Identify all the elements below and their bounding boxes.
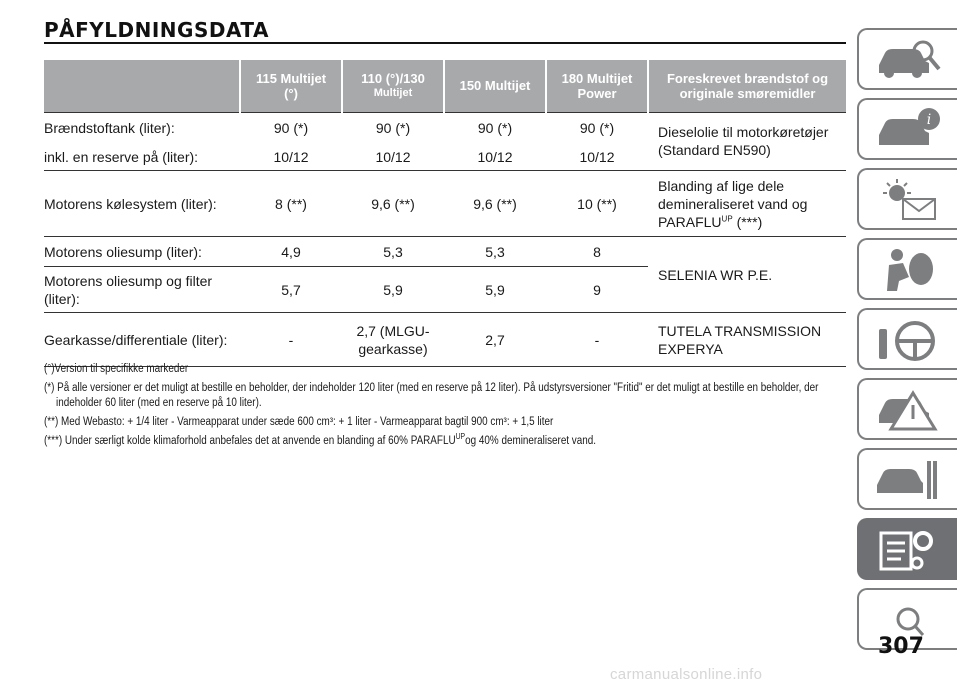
table-cell: - [240,313,342,367]
header-115-multijet: 115 Multijet (°) [240,60,342,112]
car-tools-icon [873,455,943,503]
header-blank [44,60,240,112]
table-row [44,171,846,237]
table-cell: 8 (**) [240,171,342,237]
airbag-person-icon [873,245,943,293]
footnotes [44,362,844,453]
table-cell: 10/12 [444,144,546,171]
table-cell: 10/12 [240,144,342,171]
row-label: Motorens kølesystem (liter): [44,171,240,237]
table-cell: 5,9 [444,267,546,313]
table-row [44,313,846,367]
header-180-multijet: 180 Multijet Power [546,60,648,112]
footnote: (***) Under særligt kolde klimaforhold anbefales det at anvende en blanding af 60% $PARAFLU^{UP}og$ 40% demineraliseret vand. [44,432,597,447]
specs-gear-icon [873,525,943,573]
car-info-icon [873,105,943,153]
table-cell: 5,3 [342,237,444,267]
table-cell: 4,9 [240,237,342,267]
tab-emergency[interactable] [857,238,957,300]
table-cell: 2,7 [444,313,546,367]
table-row [44,237,846,267]
row-label: Brændstoftank (liter): [44,112,240,144]
page-number: 307 [878,634,924,659]
footnote: (*) På alle versioner er det muligt at bestille en beholder, der indeholder 120 liter (med en reserve på 12 liter). På udstyrsversioner "Fritid" er det muligt at bestille en beholder, der indeholder 60 liter (med en reserve på 10 liter). [44,382,819,409]
fluid-gear-oil: TUTELA TRANSMISSION EXPERYA [648,313,846,367]
table-cell: 9,6 (**) [342,171,444,237]
table-cell: 5,3 [444,237,546,267]
table-cell: 90 (*) [444,112,546,144]
title-rule [44,42,846,44]
tab-technical-specs[interactable] [857,518,957,580]
tab-warning-lights[interactable] [857,168,957,230]
tab-knowing-vehicle[interactable] [857,28,957,90]
table-cell: 8 [546,237,648,267]
fluid-engine-oil: SELENIA WR P.E. [648,237,846,313]
tab-safety[interactable] [857,98,957,160]
car-emergency-icon [873,385,943,433]
table-cell: 5,7 [240,267,342,313]
header-150-multijet: 150 Multijet [444,60,546,112]
chapter-tabs [857,28,957,658]
watermark: carmanualsonline.info [610,666,763,683]
footnote: (**) Med Webasto: + 1/4 liter - Varmeapparat under sæde 600 cm³: + 1 liter - Varmeapparat bagtil 900 cm³: + 1,5 liter [44,416,554,428]
table-row [44,112,846,144]
tab-in-emergency[interactable] [857,378,957,440]
table-cell: 9,6 (**) [444,171,546,237]
table-cell: 5,9 [342,267,444,313]
row-label: Motorens oliesump (liter): [44,237,240,267]
warning-lights-icon [873,175,943,223]
row-label: Gearkasse/differentiale (liter): [44,313,240,367]
capacities-table [44,60,846,367]
table-cell: 90 (*) [546,112,648,144]
table-cell: 10/12 [342,144,444,171]
row-label: inkl. en reserve på (liter): [44,144,240,171]
tab-starting-driving[interactable] [857,308,957,370]
header-110-130-multijet: 110 (°)/130 Multijet [342,60,444,112]
table-cell: - [546,313,648,367]
table-cell: 10/12 [546,144,648,171]
svg-text:i: i [926,112,932,128]
tab-maintenance[interactable] [857,448,957,510]
footnote: (°)Version til specifikke markeder [44,363,189,375]
fluid-coolant: Blanding af lige dele demineraliseret vand og $PARAFLU^{UP}$ (***) [648,171,846,237]
steering-wheel-icon [873,315,943,363]
table-cell: 10 (**) [546,171,648,237]
fluid-diesel: Dieselolie til motorkøretøjer (Standard EN590) [648,112,846,171]
table-cell: 90 (*) [342,112,444,144]
table-header [44,60,846,112]
page-title: PÅFYLDNINGSDATA [44,18,269,42]
car-search-icon [873,35,943,83]
table-cell: 90 (*) [240,112,342,144]
header-fluids: Foreskrevet brændstof og originale smøremidler [648,60,846,112]
row-label: Motorens oliesump og filter (liter): [44,267,240,313]
table-cell: 2,7 (MLGU- gearkasse) [342,313,444,367]
table-cell: 9 [546,267,648,313]
